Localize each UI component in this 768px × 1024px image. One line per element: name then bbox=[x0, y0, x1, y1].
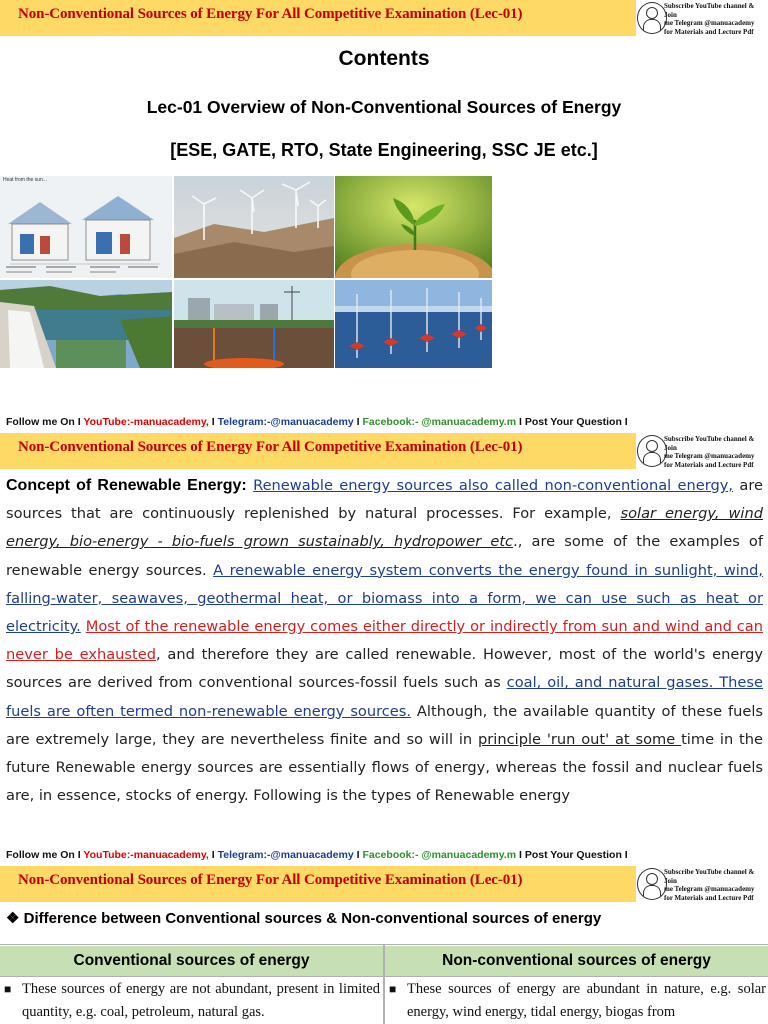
youtube-link[interactable]: YouTube:-manuacademy, bbox=[83, 416, 209, 428]
channel-logo-icon bbox=[637, 2, 667, 34]
table-header-non-conventional: Non-conventional sources of energy bbox=[385, 946, 768, 976]
channel-logo-icon bbox=[637, 868, 667, 900]
table-cell-non-conventional: ■ These sources of energy are abundant in nature, e.g. solar energy, wind energy, tidal energy, biogas from bbox=[385, 978, 768, 1024]
table-border bbox=[0, 976, 768, 977]
table-cell-conventional: ■ These sources of energy are not abundant, present in limited quantity, e.g. coal, petroleum, natural gas. bbox=[0, 978, 382, 1024]
facebook-link[interactable]: Facebook:- @manuacademy.m bbox=[362, 849, 517, 861]
facebook-link[interactable]: Facebook:- @manuacademy.m bbox=[362, 416, 517, 428]
youtube-link[interactable]: YouTube:-manuacademy, bbox=[83, 849, 209, 861]
banner-title: Non-Conventional Sources of Energy For All Competitive Examination (Lec-01) bbox=[18, 439, 523, 455]
telegram-link[interactable]: Telegram:-@manuacademy bbox=[217, 849, 354, 861]
banner-title: Non-Conventional Sources of Energy For All Competitive Examination (Lec-01) bbox=[18, 872, 523, 888]
banner-title: Non-Conventional Sources of Energy For All Competitive Examination (Lec-01) bbox=[18, 6, 523, 22]
diagram-caption: Heat from the sun... bbox=[3, 177, 47, 183]
tidal-energy-image bbox=[335, 280, 492, 368]
channel-logo-icon bbox=[637, 435, 667, 467]
banner-note: Subscribe YouTube channel & Join me Telegram @manuacademy for Materials and Lecture Pdf bbox=[664, 868, 755, 902]
social-footer: Follow me On I YouTube:-manuacademy, I Telegram:-@manuacademy I Facebook:- @manuacademy.m I Post Your Question I bbox=[6, 416, 628, 428]
page-header-banner bbox=[0, 866, 768, 902]
page-header-banner bbox=[0, 0, 768, 36]
concept-lead: Concept of Renewable Energy: bbox=[6, 477, 247, 494]
lecture-title: Lec-01 Overview of Non-Conventional Sources of Energy bbox=[146, 97, 622, 117]
bullet-icon: ■ bbox=[389, 982, 397, 996]
renewable-energy-paragraph: Concept of Renewable Energy: Renewable energy sources also called non-conventional energy, are sources that are continuously replenished by natural processes. For example, solar energy, wind energy, bio-energy - bio-fuels grown sustainably, hydropower etc., are some of the examples of renewable energy sources. A renewable energy system converts the energy found in sunlight, wind, falling-water, seawaves, geothermal heat, or biomass into a form, we can use such as heat or electricity. Most of the renewable energy comes either directly or indirectly from sun and wind and can never be exhausted, and therefore they are called renewable. However, most of the world's energy sources are derived from conventional sources-fossil fuels such as coal, oil, and natural gases. These fuels are often termed non-renewable energy sources. Although, the available quantity of these fuels are extremely large, they are nevertheless finite and so will in principle 'run out' at some time in the future Renewable energy sources are essentially flows of energy, whereas the fossil and nuclear fuels are, in essence, stocks of energy. Following is the types of Renewable energy bbox=[6, 477, 764, 805]
telegram-link[interactable]: Telegram:-@manuacademy bbox=[217, 416, 354, 428]
biomass-sprout-image bbox=[335, 176, 492, 278]
wind-turbines-image bbox=[174, 176, 334, 278]
contents-heading: Contents bbox=[338, 47, 430, 70]
difference-heading: ❖ Difference between Conventional sources & Non-conventional sources of energy bbox=[6, 910, 602, 927]
exam-list: [ESE, GATE, RTO, State Engineering, SSC JE etc.] bbox=[170, 140, 598, 160]
banner-note: Subscribe YouTube channel & Join me Telegram @manuacademy for Materials and Lecture Pdf bbox=[664, 2, 755, 36]
table-header-conventional: Conventional sources of energy bbox=[0, 946, 383, 976]
social-footer: Follow me On I YouTube:-manuacademy, I Telegram:-@manuacademy I Facebook:- @manuacademy.m I Post Your Question I bbox=[6, 849, 628, 861]
geothermal-plant-diagram-image bbox=[174, 280, 334, 368]
bullet-icon: ■ bbox=[4, 982, 12, 996]
page-header-banner bbox=[0, 433, 768, 469]
solar-heating-diagram-image bbox=[0, 176, 172, 278]
banner-note: Subscribe YouTube channel & Join me Telegram @manuacademy for Materials and Lecture Pdf bbox=[664, 435, 755, 469]
hydropower-dam-image bbox=[0, 280, 172, 368]
